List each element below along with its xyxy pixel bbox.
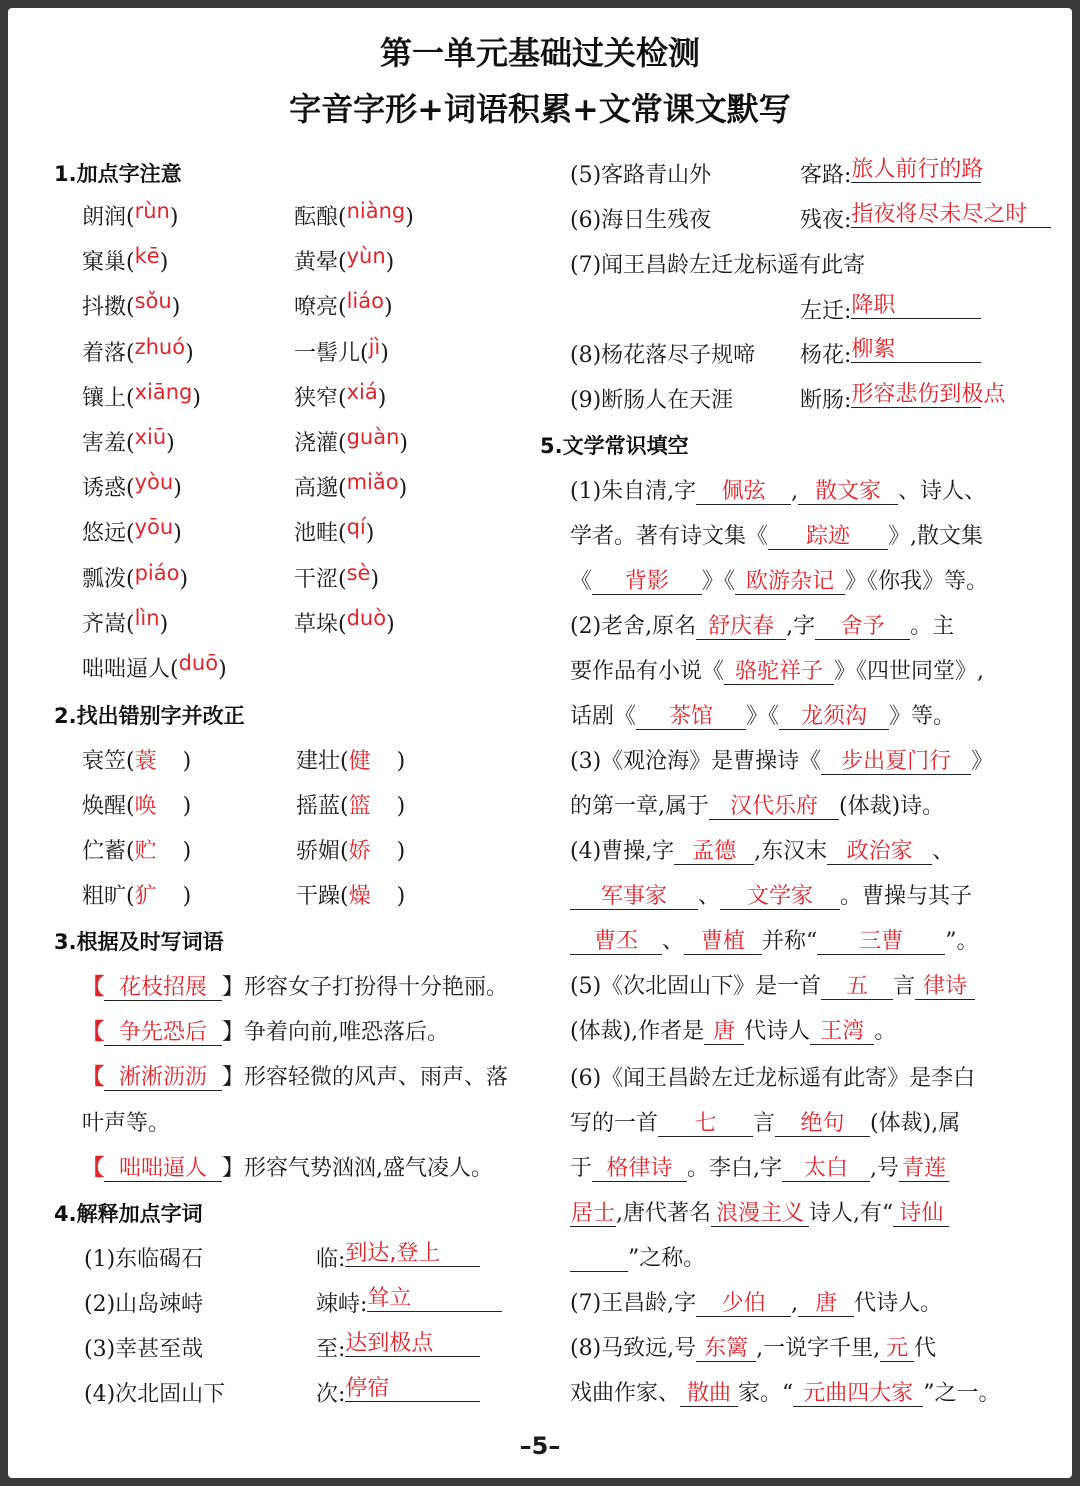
- pinyin-close: ): [383, 295, 393, 321]
- typo-close: ): [396, 884, 406, 909]
- idiom-answer: 争先恐后: [104, 1021, 222, 1046]
- idiom-item: [82, 1060, 508, 1091]
- pinyin-answer: lìn: [134, 605, 160, 630]
- explain-question: (8)杨花落尽子规啼: [570, 343, 756, 368]
- explain-answer-row: [316, 1242, 480, 1273]
- pinyin-answer: xiāng: [134, 379, 193, 404]
- typo-item: [296, 834, 405, 865]
- explain-answer: 旅人前行的路: [851, 157, 984, 182]
- pinyin-close: ): [185, 340, 194, 366]
- pinyin-item: [294, 516, 374, 547]
- s5-p4-line3: 曹丕 、 曹植 并称“ 三曹 ”。: [570, 924, 979, 955]
- explain-key: 杨花:: [800, 343, 852, 368]
- s5-p8-line2: 戏曲作家、 散曲 家。“ 元曲四大家 ”之一。: [570, 1381, 1001, 1406]
- pinyin-answer: piáo: [134, 560, 180, 585]
- explain-answer-row: [800, 157, 984, 189]
- explain-answer-row: [800, 203, 1051, 234]
- s5-p5-line2: (体裁),作者是 唐 代诗人 王湾 。: [570, 1019, 897, 1044]
- explain-answer: 耸立: [367, 1287, 502, 1312]
- typo-correction: 娇: [348, 839, 371, 864]
- section-3-title: 3.根据及时写词语: [54, 930, 224, 954]
- pinyin-close: ): [365, 521, 375, 547]
- typo-correction: 健: [348, 749, 371, 774]
- pinyin-word: 咄咄逼人(: [82, 657, 179, 682]
- typo-correction: 燥: [348, 884, 371, 909]
- pinyin-close: ): [192, 385, 201, 411]
- typo-close: ): [396, 839, 406, 864]
- s5-p4-line1: (4)曹操,字 孟德 ,东汉末 政治家 、: [570, 839, 955, 864]
- idiom-item: [82, 1015, 449, 1046]
- pinyin-item: [294, 381, 386, 412]
- typo-word: 建壮(: [296, 749, 349, 774]
- typo-close: ): [396, 749, 406, 774]
- pinyin-close: ): [173, 476, 182, 502]
- pinyin-close: ): [398, 476, 408, 502]
- pinyin-answer: xiá: [346, 379, 378, 404]
- explain-key: 残夜:: [800, 208, 852, 233]
- typo-close: ): [182, 749, 192, 774]
- pinyin-word: 干涩(: [294, 566, 347, 592]
- pinyin-word: 着落(: [82, 340, 135, 366]
- pinyin-word: 嘹亮(: [294, 295, 347, 321]
- section-3-continuation: 叶声等。: [82, 1111, 171, 1136]
- typo-correction: 篮: [348, 794, 371, 819]
- explain-answer: 指夜将尽未尽之时: [851, 203, 1051, 228]
- typo-item: [296, 789, 405, 820]
- pinyin-answer: duò: [346, 605, 387, 630]
- pinyin-close: ): [377, 385, 387, 411]
- explain-answer: 停宿: [345, 1377, 480, 1402]
- explain-question: (4)次北固山下: [84, 1382, 226, 1407]
- page-number: –5–: [519, 1432, 561, 1460]
- explain-key: 客路:: [800, 163, 852, 188]
- explain-answer-row: [316, 1377, 480, 1408]
- pinyin-close: ): [385, 250, 395, 276]
- pinyin-answer: niàng: [346, 199, 406, 223]
- s5-p1-line1: (1)朱自清,字 佩弦 , 散文家 、诗人、: [570, 479, 987, 504]
- explain-question: (7)闻王昌龄左迁龙标遥有此寄: [570, 253, 866, 278]
- idiom-item: [82, 1151, 493, 1182]
- s5-p2-line2: 要作品有小说《 骆驼祥子 》《四世同堂》,: [570, 659, 985, 684]
- typo-word: 衰笠(: [82, 749, 135, 774]
- pinyin-word: 草垛(: [294, 611, 347, 637]
- explain-answer-row: [316, 1287, 502, 1318]
- explain-question: (6)海日生残夜: [570, 208, 712, 233]
- idiom-bracket: 【: [82, 975, 105, 1000]
- pinyin-close: ): [173, 521, 182, 547]
- idiom-definition: 】形容女子打扮得十分艳丽。: [222, 975, 509, 1000]
- idiom-answer: 花枝招展: [104, 976, 222, 1001]
- explain-answer: 降职: [851, 294, 981, 319]
- s5-p4-line2: 军事家 、 文学家 。曹操与其子: [570, 879, 972, 910]
- s5-p6-line4: 居士,唐代著名 浪漫主义 诗人,有“ 诗仙: [570, 1196, 949, 1227]
- pinyin-item: [82, 245, 168, 276]
- explain-answer-row: [800, 338, 981, 369]
- typo-word: 骄媚(: [296, 839, 349, 864]
- pinyin-close: ): [405, 205, 414, 230]
- pinyin-item: [294, 245, 394, 276]
- pinyin-word: 齐嵩(: [82, 611, 135, 637]
- pinyin-item: [294, 607, 395, 638]
- explain-answer: 达到极点: [345, 1332, 480, 1357]
- pinyin-item: [82, 516, 182, 547]
- explain-answer: 形容悲伤到极点: [851, 382, 1006, 407]
- s5-p8-line1: (8)马致远,号 东篱 ,一说字千里, 元 代: [570, 1336, 937, 1361]
- explain-question: (1)东临碣石: [84, 1247, 204, 1272]
- pinyin-word: 狭窄(: [294, 385, 347, 411]
- section-2-title: 2.找出错别字并改正: [54, 704, 245, 728]
- typo-word: 焕醒(: [82, 794, 135, 819]
- explain-question: (2)山岛竦峙: [84, 1292, 204, 1317]
- s5-p7-line1: (7)王昌龄,字 少伯 , 唐 代诗人。: [570, 1291, 943, 1316]
- typo-close: ): [182, 794, 192, 819]
- typo-word: 伫蓄(: [82, 839, 135, 864]
- idiom-definition: 】争着向前,唯恐落后。: [222, 1020, 450, 1045]
- pinyin-item: [82, 652, 227, 683]
- typo-correction: 贮: [134, 839, 157, 864]
- typo-correction: 蓑: [134, 749, 157, 774]
- typo-correction: 犷: [134, 884, 157, 909]
- pinyin-item: [82, 426, 175, 457]
- s5-p3-line1: (3)《观沧海》是曹操诗《 步出夏门行 》: [570, 749, 994, 774]
- explain-question: (3)幸甚至哉: [84, 1337, 204, 1362]
- explain-answer: 柳絮: [851, 338, 981, 363]
- typo-word: 干躁(: [296, 884, 349, 909]
- pinyin-item: [294, 562, 379, 593]
- pinyin-word: 窠巢(: [82, 250, 135, 276]
- pinyin-close: ): [166, 431, 175, 456]
- typo-word: 粗旷(: [82, 884, 135, 909]
- pinyin-item: [82, 562, 188, 593]
- pinyin-word: 酝酿(: [294, 205, 347, 230]
- pinyin-word: 悠远(: [82, 521, 135, 547]
- pinyin-answer: liáo: [346, 289, 384, 314]
- pinyin-item: [82, 607, 168, 638]
- pinyin-close: ): [171, 295, 181, 321]
- pinyin-answer: zhuó: [134, 334, 186, 359]
- section-4-title: 4.解释加点字词: [54, 1202, 203, 1226]
- typo-close: ): [182, 884, 192, 909]
- pinyin-close: ): [218, 657, 227, 682]
- s5-p6-line1: (6)《闻王昌龄左迁龙标遥有此寄》是李白: [570, 1066, 976, 1091]
- pinyin-item: [82, 336, 194, 367]
- pinyin-close: ): [380, 340, 389, 366]
- pinyin-word: 害羞(: [82, 431, 135, 456]
- pinyin-close: ): [169, 205, 179, 230]
- s5-p6-line5: ”之称。: [570, 1241, 705, 1272]
- explain-key: 左迁:: [800, 299, 852, 324]
- idiom-bracket: 【: [82, 1020, 105, 1045]
- pinyin-close: ): [159, 611, 169, 637]
- s5-p6-line3: 于 格律诗 。李白,字 太白 ,号 青莲: [570, 1151, 949, 1182]
- pinyin-item: [294, 290, 393, 321]
- typo-close: ): [182, 839, 192, 864]
- s5-p3-line2: 的第一章,属于 汉代乐府 (体裁)诗。: [570, 794, 945, 819]
- s5-p2-line3: 话剧《 茶馆 》《 龙须沟 》等。: [570, 704, 956, 729]
- pinyin-word: 浇灌(: [294, 431, 347, 456]
- pinyin-answer: rùn: [134, 199, 170, 223]
- pinyin-word: 池畦(: [294, 521, 347, 547]
- pinyin-answer: yòu: [134, 470, 174, 495]
- pinyin-answer: yùn: [346, 244, 386, 269]
- idiom-answer: 淅淅沥沥: [104, 1066, 222, 1091]
- explain-key: 竦峙:: [316, 1292, 368, 1317]
- explain-question: (9)断肠人在天涯: [570, 388, 734, 413]
- page-subtitle: 字音字形+词语积累+文常课文默写: [289, 90, 791, 128]
- idiom-bracket: 【: [82, 1065, 105, 1090]
- pinyin-answer: qí: [346, 515, 366, 540]
- typo-item: [296, 879, 405, 910]
- s5-p6-line2: 写的一首 七 言 绝句 (体裁),属: [570, 1111, 961, 1136]
- pinyin-close: ): [386, 611, 395, 637]
- pinyin-answer: kē: [134, 244, 160, 269]
- typo-item: [82, 834, 191, 865]
- explain-key: 次:: [316, 1382, 346, 1407]
- pinyin-item: [294, 336, 389, 367]
- page-title: 第一单元基础过关检测: [379, 34, 700, 72]
- s5-p2-line1: (2)老舍,原名 舒庆春 ,字 舍予 。主: [570, 614, 955, 639]
- pinyin-item: [82, 381, 201, 412]
- explain-answer-row: [316, 1332, 480, 1363]
- idiom-definition: 】形容轻微的风声、雨声、落: [222, 1065, 509, 1090]
- pinyin-answer: guàn: [346, 425, 400, 449]
- typo-item: [296, 744, 405, 775]
- explain-key: 至:: [316, 1337, 346, 1362]
- pinyin-answer: sǒu: [134, 289, 172, 314]
- pinyin-close: ): [370, 566, 380, 592]
- typo-correction: 唤: [134, 794, 157, 819]
- pinyin-answer: duō: [178, 651, 219, 675]
- pinyin-word: 诱惑(: [82, 476, 135, 502]
- pinyin-close: ): [179, 566, 189, 592]
- pinyin-word: 高邈(: [294, 476, 347, 502]
- pinyin-word: 黄晕(: [294, 250, 347, 276]
- pinyin-item: [82, 290, 180, 321]
- explain-key: 断肠:: [800, 388, 852, 413]
- explain-question: (5)客路青山外: [570, 163, 712, 188]
- pinyin-answer: yōu: [134, 515, 174, 540]
- explain-answer-row: [800, 294, 981, 325]
- pinyin-answer: miǎo: [346, 470, 399, 495]
- pinyin-close: ): [399, 431, 409, 456]
- typo-close: ): [396, 794, 406, 819]
- pinyin-word: 瓢泼(: [82, 566, 135, 592]
- pinyin-word: 镶上(: [82, 385, 135, 411]
- s5-p5-line1: (5)《次北固山下》是一首 五 言 律诗: [570, 969, 975, 1000]
- pinyin-word: 一髻儿(: [294, 340, 369, 366]
- pinyin-word: 朗润(: [82, 205, 135, 230]
- section-5-title: 5.文学常识填空: [540, 434, 689, 458]
- typo-item: [82, 744, 191, 775]
- section-1-title: 1.加点字注意: [54, 162, 182, 186]
- s5-p1-line3: 《 背影 》《 欧游杂记 》《你我》等。: [570, 569, 989, 594]
- idiom-answer: 咄咄逼人: [104, 1157, 222, 1182]
- pinyin-item: [294, 200, 414, 231]
- pinyin-item: [82, 471, 182, 502]
- pinyin-item: [82, 200, 178, 231]
- typo-word: 摇蓝(: [296, 794, 349, 819]
- explain-answer: 到达,登上: [345, 1242, 480, 1267]
- pinyin-item: [294, 426, 408, 457]
- idiom-definition: 】形容气势汹汹,盛气凌人。: [222, 1156, 494, 1181]
- idiom-item: [82, 970, 508, 1001]
- s5-p1-line2: 学者。著有诗文集《 踪迹 》,散文集: [570, 524, 984, 549]
- pinyin-answer: xiū: [134, 425, 167, 449]
- pinyin-answer: jì: [368, 334, 381, 359]
- idiom-bracket: 【: [82, 1156, 105, 1181]
- pinyin-answer: sè: [346, 560, 371, 585]
- pinyin-close: ): [159, 250, 169, 276]
- typo-item: [82, 789, 191, 820]
- explain-answer-row: [800, 382, 1006, 414]
- pinyin-item: [294, 471, 407, 502]
- typo-item: [82, 879, 191, 910]
- pinyin-word: 抖擞(: [82, 295, 135, 321]
- explain-key: 临:: [316, 1247, 346, 1272]
